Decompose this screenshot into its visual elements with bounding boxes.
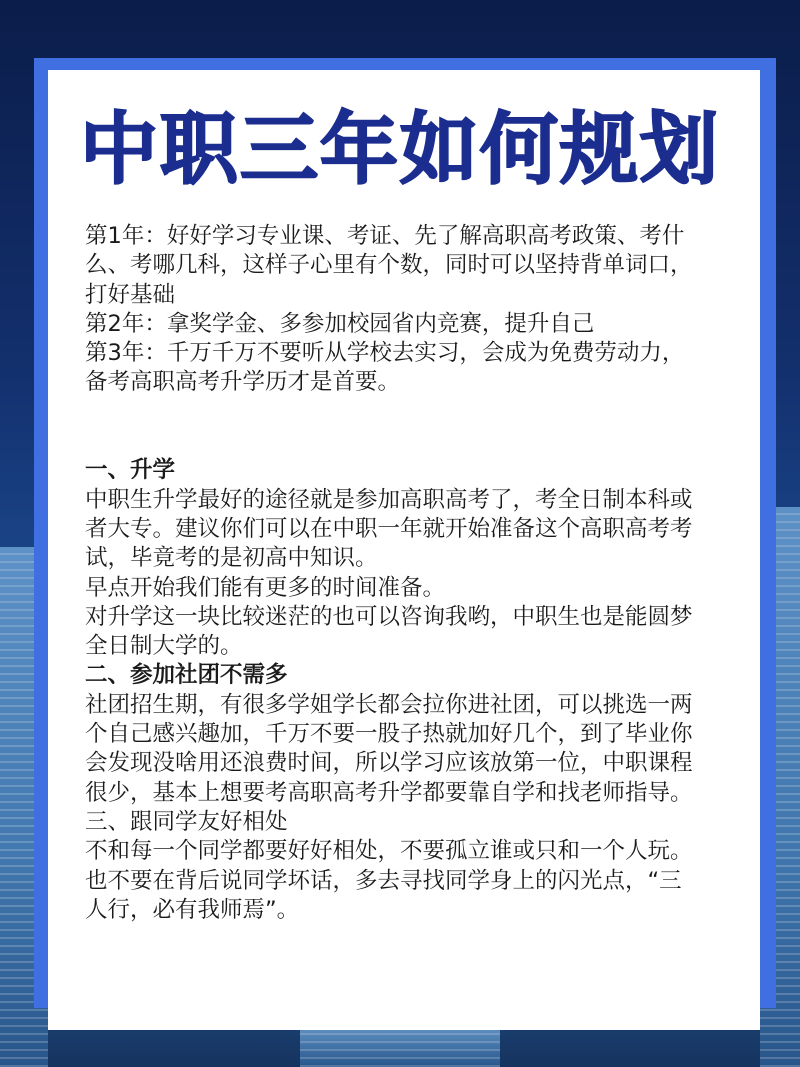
paragraph-line: 会发现没啥用还浪费时间，所以学习应该放第一位，中职课程 (85, 750, 693, 777)
section-classmates (85, 808, 735, 925)
paragraph-line: 人行，必有我师焉”。 (85, 896, 300, 923)
paragraph-line: 试，毕竟考的是初高中知识。 (85, 545, 378, 572)
paragraph-line: 社团招生期，有很多学姐学长都会拉你进社团，可以挑选一两 (85, 691, 693, 718)
paragraph-line: 早点开始我们能有更多的时间准备。 (85, 574, 446, 601)
section-heading: 三、跟同学友好相处 (85, 808, 288, 835)
year-plan (85, 222, 735, 398)
paragraph-line: 不和每一个同学都要好好相处，不要孤立谁或只和一个人玩。 (85, 838, 693, 865)
paragraph-line: 个自己感兴趣加，千万不要一股子热就加好几个，到了毕业你 (85, 721, 693, 748)
plan-line: 备考高职高考升学历才是首要。 (85, 369, 401, 396)
paragraph-line: 对升学这一块比较迷茫的也可以咨询我哟，中职生也是能圆梦 (85, 603, 693, 630)
plan-line: 第3年：千万千万不要听从学校去实习，会成为免费劳动力， (85, 340, 685, 367)
paragraph-line: 者大专。建议你们可以在中职一年就开始准备这个高职高考考 (85, 515, 693, 542)
paragraph-line: 全日制大学的。 (85, 633, 243, 660)
paragraph-line: 很少，基本上想要考高职高考升学都要靠自学和找老师指导。 (85, 779, 693, 806)
paragraph-line: 中职生升学最好的途径就是参加高职高考了，考全日制本科或 (85, 486, 693, 513)
section-heading: 二、参加社团不需多 (85, 662, 288, 689)
article-body (85, 222, 735, 925)
section-heading: 一、升学 (85, 457, 176, 484)
plan-line: 第1年：好好学习专业课、考证、先了解高职高考政策、考什 (85, 223, 685, 249)
plan-line: 第2年：拿奖学金、多参加校园省内竞赛，提升自己 (85, 310, 595, 337)
plan-line: 打好基础 (85, 281, 176, 308)
paragraph-line: 也不要在背后说同学坏话，多去寻找同学身上的闪光点，“三 (85, 867, 682, 894)
page-title: 中职三年如何规划 (79, 105, 720, 195)
plan-line: 么、考哪几科，这样子心里有个数，同时可以坚持背单词口， (85, 252, 693, 279)
section-clubs (85, 661, 735, 807)
section-further-study (85, 456, 735, 661)
